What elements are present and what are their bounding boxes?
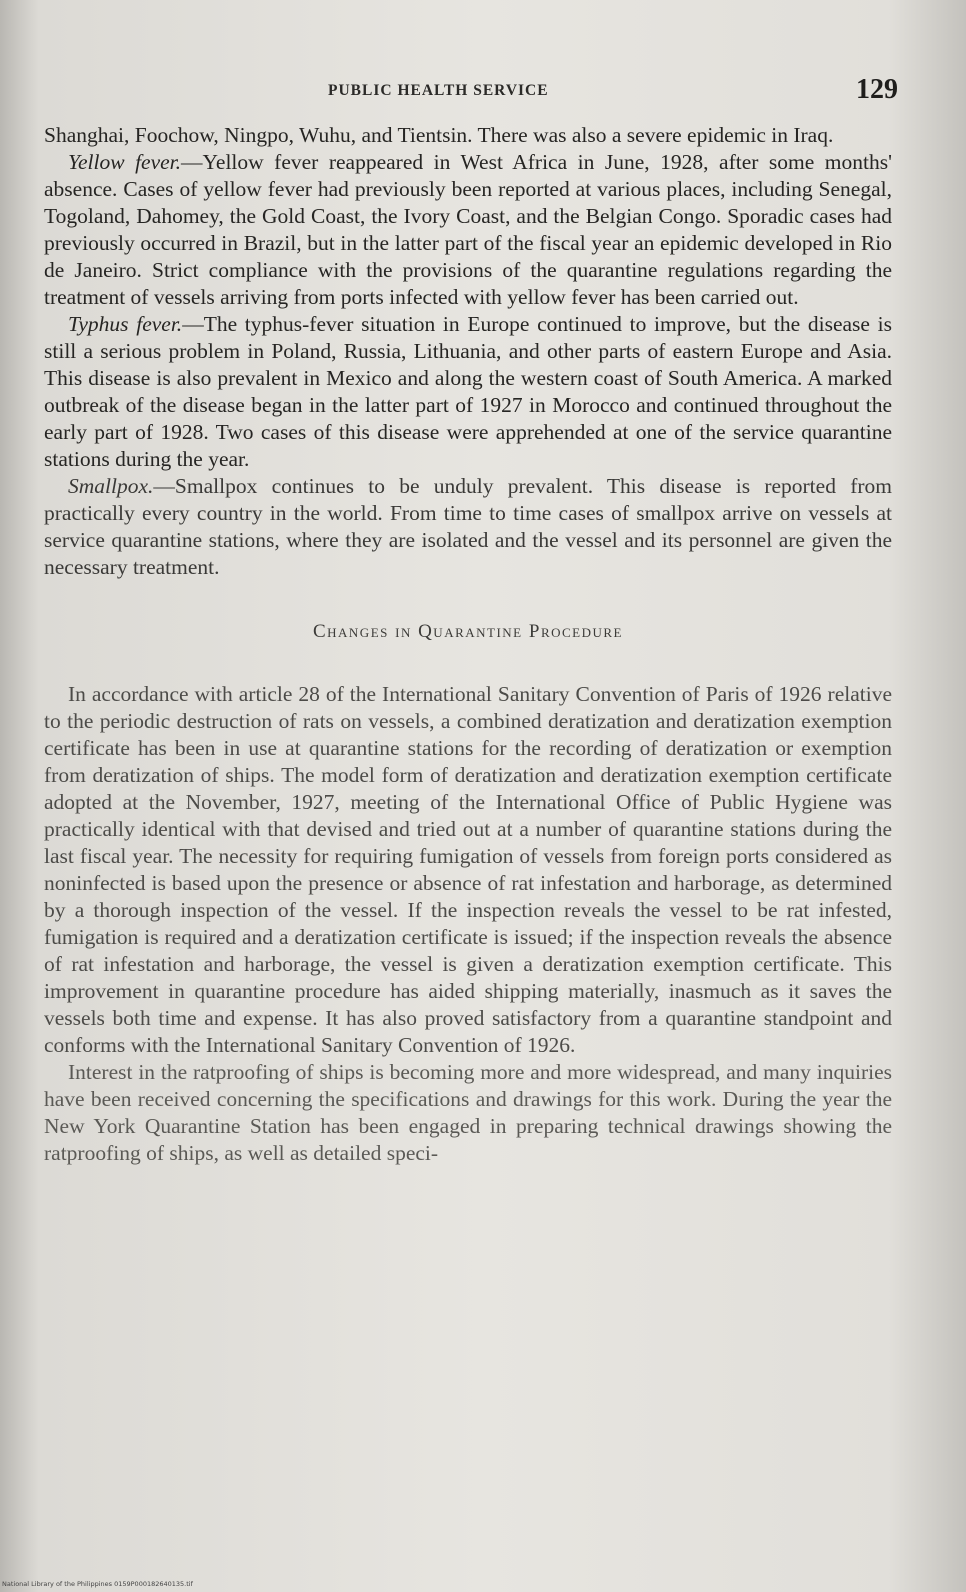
paragraph-cholera-continued: [44, 122, 892, 149]
paragraph-lead: Smallpox.: [68, 474, 154, 498]
paragraph-yellow-fever: [44, 149, 892, 311]
page-number: 129: [856, 74, 898, 105]
scan-footer-note: National Library of the Philippines 0159P000182640135.tif: [2, 1580, 193, 1588]
section-heading: Changes in Quarantine Procedure: [312, 621, 624, 642]
paragraph-lead: Yellow fever.: [68, 150, 182, 174]
paragraph-text: —The typhus-fever situation in Europe continued to improve, but the disease is still a serious problem in Poland, Russia, Lithuania, and other parts of eastern Europe and Asia. This disease is also prevalent in Mexico and along the western coast of South America. A marked outbreak of the disease began in the latter part of 1927 in Morocco and continued throughout the early part of 1928. Two cases of this disease were apprehended at one of the service quarantine stations during the year.: [44, 312, 893, 471]
paragraph-text: —Smallpox continues to be unduly prevalent. This disease is reported from practically every country in the world. From time to time cases of smallpox arrive on vessels at service quarantine stations, where they are isolated and the vessel and its personnel are given the necessary treatment.: [44, 474, 892, 579]
paragraph-text: Interest in the ratproofing of ships is becoming more and more widespread, and many inquiries have been received concerning the specifications and drawings for this work. During the year the New York Quarantine Station has been engaged in preparing technical drawings showing the ratproofing of ships, as well as detailed speci-: [44, 1060, 892, 1165]
paragraph-typhus-fever: [44, 311, 892, 473]
paragraph-text: —Yellow fever reappeared in West Africa in June, 1928, after some months' absence. Cases of yellow fever had previously been reported at various places, including Senegal, Togoland, Dahomey, the Gold Coast, the Ivory Coast, and the Belgian Congo. Sporadic cases had previously occurred in Brazil, but in the latter part of the fiscal year an epidemic developed in Rio de Janeiro. Strict compliance with the provisions of the quarantine regulations regarding the treatment of vessels arriving from ports infected with yellow fever has been carried out.: [44, 150, 892, 309]
running-title: PUBLIC HEALTH SERVICE: [328, 82, 549, 99]
paragraph-text: In accordance with article 28 of the International Sanitary Convention of Paris of 1926 relative to the periodic destruction of rats on vessels, a combined deratization and deratization exemption certificate has been in use at quarantine stations for the recording of deratization or exemption from deratization of ships. The model form of deratization and deratization exemption certificate adopted at the November, 1927, meeting of the International Office of Public Hygiene was practically identical with that devised and tried out at a number of quarantine stations during the last fiscal year. The necessity for requiring fumigation of vessels from foreign ports considered as noninfected is based upon the presence or absence of rat infestation and harborage, as determined by a thorough inspection of the vessel. If the inspection reveals the vessel to be rat infested, fumigation is required and a deratization certificate is issued; if the inspection reveals the absence of rat infestation and harborage, the vessel is given a deratization exemption certificate. This improvement in quarantine procedure has aided shipping materially, inasmuch as it saves the vessels both time and expense. It has also proved satisfactory from a quarantine standpoint and conforms with the International Sanitary Convention of 1926.: [44, 682, 892, 1057]
paragraph-deratization: [44, 681, 892, 1059]
running-header: [0, 74, 966, 114]
paragraph-ratproofing: [44, 1059, 892, 1167]
body-text: [44, 122, 892, 1167]
paragraph-text: Shanghai, Foochow, Ningpo, Wuhu, and Tientsin. There was also a severe epidemic in Iraq.: [44, 123, 834, 147]
paragraph-lead: Typhus fever.: [68, 312, 183, 336]
paragraph-smallpox: [44, 473, 892, 581]
